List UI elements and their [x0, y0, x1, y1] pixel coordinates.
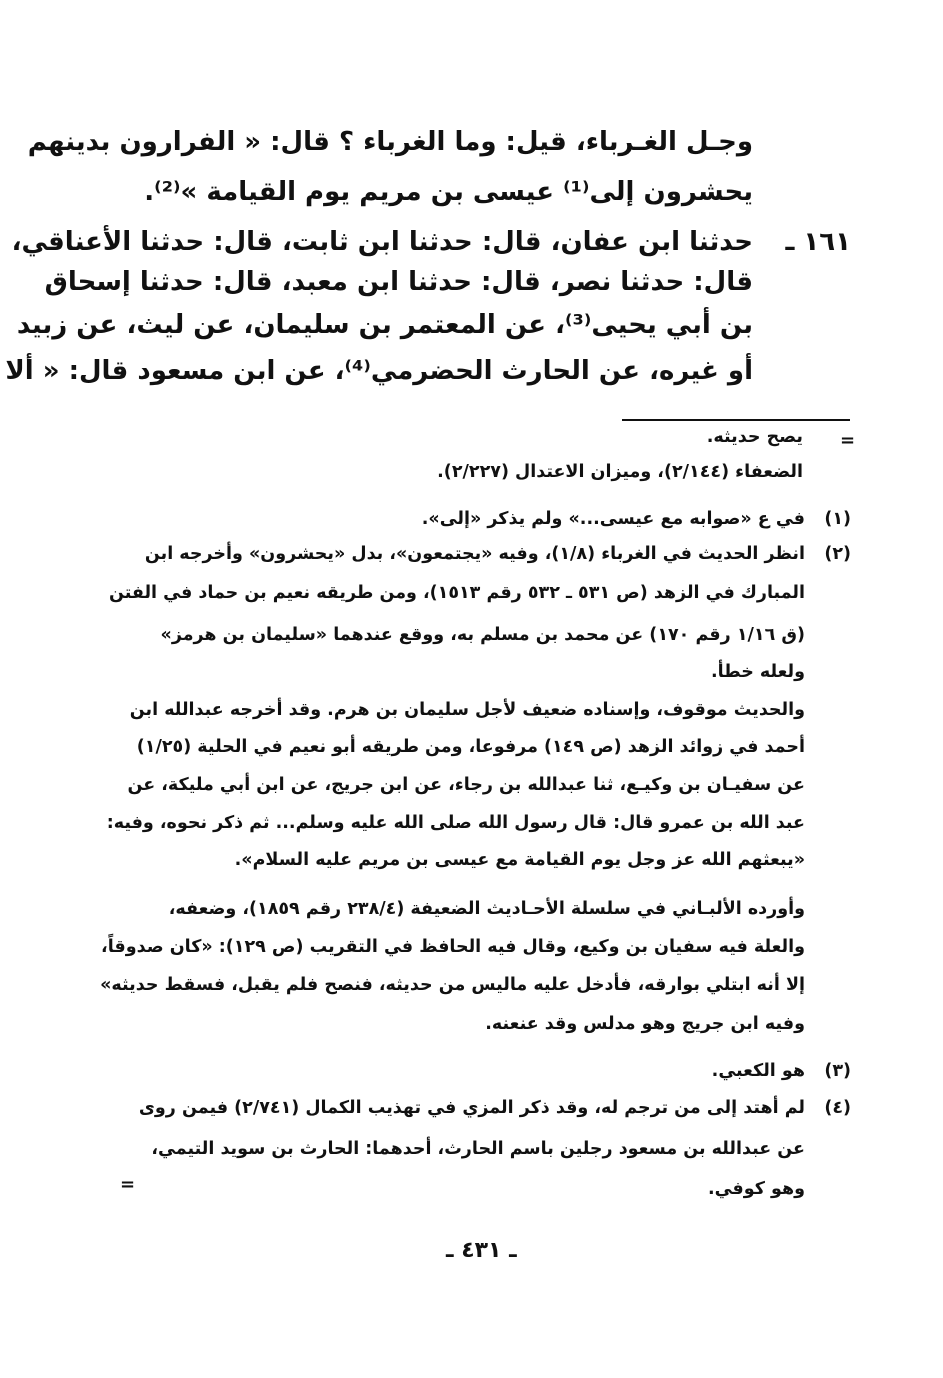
- main-text-line: وجـل الغـرباء، قيل: وما الغرباء ؟ قال: « الفرارون بدينهم: [27, 127, 753, 157]
- footnote-line: يصح حديثه.: [706, 427, 803, 447]
- footnote-line: وهو كوفي.: [707, 1179, 805, 1199]
- footnote-line: والحديث موقوف، وإسناده ضعيف لأجل سليمان بن هرم. وقد أخرجه عبدالله ابن: [129, 700, 805, 720]
- end-mark: =: [120, 1174, 136, 1195]
- footnote-line: انظر الحديث في الغرباء (١/٨)، وفيه «يجتمعون»، بدل «يحشرون» وأخرجه ابن: [144, 544, 805, 564]
- footnote-line: (ق ١/١٦ رقم ١٧٠) عن محمد بن مسلم به، ووقع عندهما «سليمان بن هرمز»: [160, 625, 805, 645]
- main-text-line: يحشرون إلى⁽¹⁾ عيسى بن مريم يوم القيامة »⁽²⁾.: [144, 177, 753, 207]
- main-text-line: أو غيره، عن الحارث الحضرمي⁽⁴⁾، عن ابن مسعود قال: « ألا: [5, 356, 753, 386]
- footnote-line: في ع «صوابه مع عيسى...» ولم يذكر «إلى».: [421, 509, 805, 529]
- footnote-line: وفيه ابن جريج وهو مدلس وقد عنعنه.: [485, 1014, 805, 1034]
- footnote-line: عبد الله بن عمرو قال: قال رسول الله صلى الله عليه وسلم... ثم ذكر نحوه، وفيه:: [106, 813, 805, 833]
- footnote-line: هو الكعبي.: [711, 1061, 805, 1081]
- footnote-marker: (٤): [824, 1098, 851, 1118]
- footnote-marker: (٢): [824, 544, 851, 564]
- footnote-line: ولعله خطأ.: [710, 662, 805, 682]
- footnote-line: والعلة فيه سفيان بن وكيع، وقال فيه الحافظ في التقريب (ص ١٢٩): «كان صدوقاً،: [101, 937, 805, 957]
- footnote-line: عن عبدالله بن مسعود رجلين باسم الحارث، أحدهما: الحارث بن سويد التيمي،: [151, 1139, 805, 1159]
- main-text-line: قال: حدثنا نصر، قال: حدثنا ابن معبد، قال: حدثنا إسحاق: [44, 267, 753, 297]
- main-text-line: بن أبي يحيى⁽³⁾، عن المعتمر بن سليمان، عن ليث، عن زبيد: [16, 310, 753, 340]
- footnote-line: «يبعثهم الله عز وجل يوم القيامة مع عيسى بن مريم عليه السلام».: [234, 850, 805, 870]
- footnote-line: إلا أنه ابتلي بوارقه، فأدخل عليه ماليس من حديثه، فنصح فلم يقبل، فسقط حديثه»: [100, 975, 805, 995]
- main-text-line: حدثنا ابن عفان، قال: حدثنا ابن ثابت، قال: حدثنا الأعناقي،: [11, 227, 753, 257]
- footnote-line: الضعفاء (٢/١٤٤)، وميزان الاعتدال (٢/٢٢٧).: [437, 462, 803, 482]
- footnote-separator: [622, 419, 850, 421]
- footnote-marker: (٣): [824, 1061, 851, 1081]
- footnote-line: المبارك في الزهد (ص ٥٣١ ـ ٥٣٢ رقم ١٥١٣)، ومن طريقه نعيم بن حماد في الفتن: [108, 583, 805, 603]
- footnote-line: أحمد في زوائد الزهد (ص ١٤٩) مرفوعا، ومن طريقه أبو نعيم في الحلية (١/٢٥): [136, 737, 805, 757]
- page-number: ـ ٤٣١ ـ: [446, 1238, 517, 1263]
- footnote-line: عن سفيـان بن وكيـع، ثنا عبدالله بن رجاء، عن ابن جريج، عن ابن أبي مليكة، عن: [127, 775, 805, 795]
- footnote-marker: (١): [824, 509, 851, 529]
- footnote-line: وأورده الألبـاني في سلسلة الأحـاديث الضعيفة (٢٣٨/٤ رقم ١٨٥٩)، وضعفه،: [168, 899, 805, 919]
- footnote-line: لم أهتد إلى من ترجم له، وقد ذكر المزي في تهذيب الكمال (٢/٧٤١) فيمن روى: [138, 1098, 805, 1118]
- continuation-mark: =: [840, 430, 856, 451]
- hadith-number: ١٦١ ـ: [785, 227, 851, 257]
